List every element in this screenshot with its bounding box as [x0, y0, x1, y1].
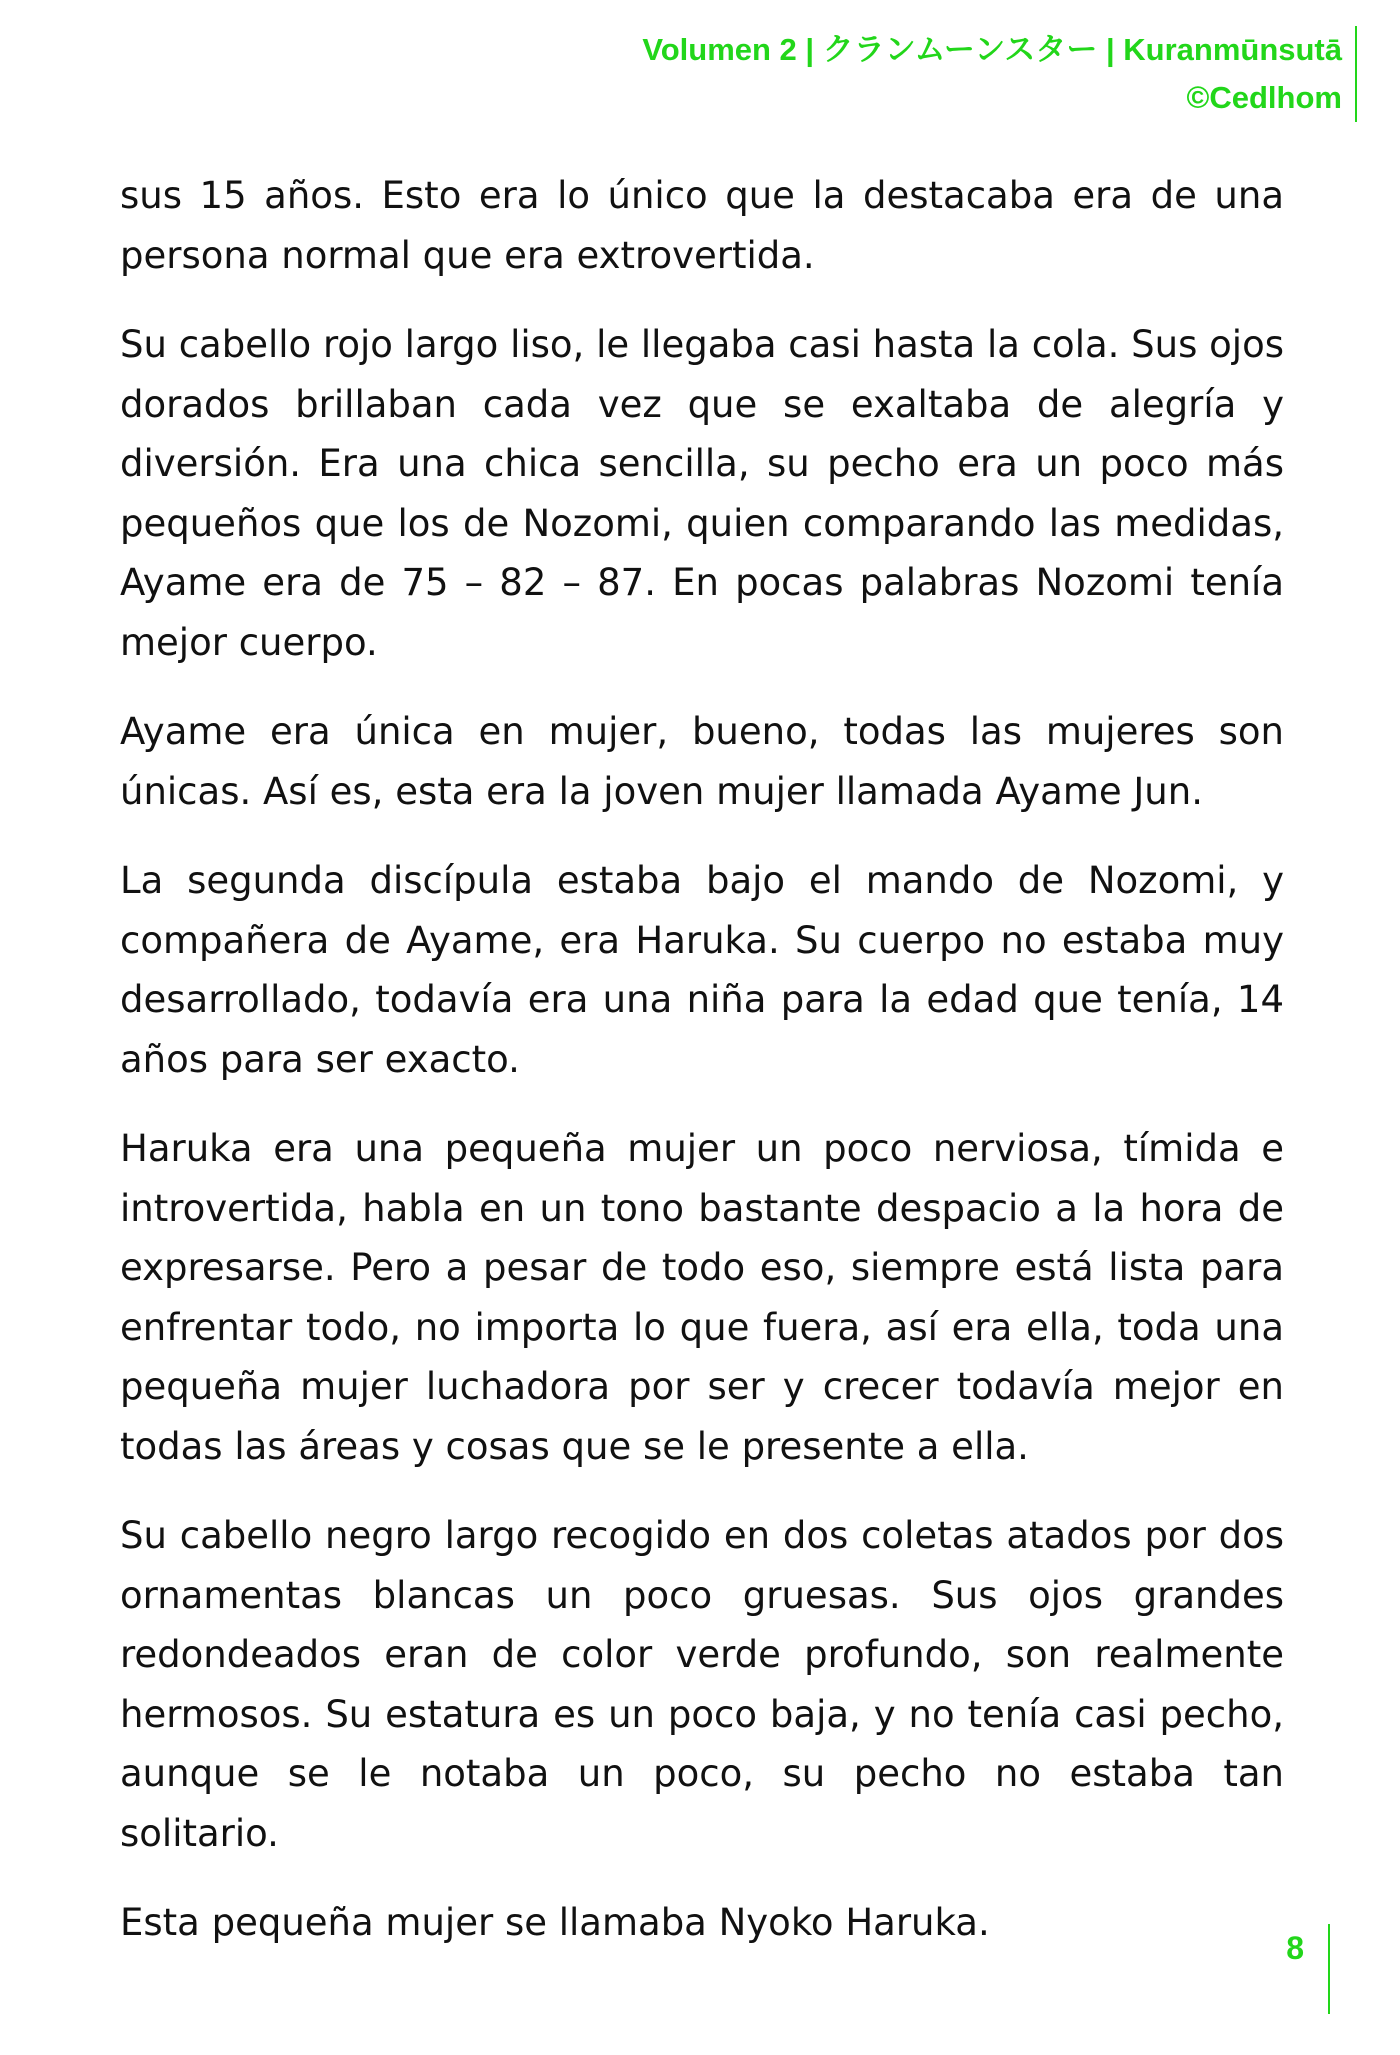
paragraph: Esta pequeña mujer se llamaba Nyoko Haruka. — [120, 1901, 990, 1944]
header-title: Volumen 2 | クランムーンスター | Kuranmūnsutā — [642, 32, 1342, 67]
header-copyright: ©Cedlhom — [1186, 80, 1342, 115]
footer-divider — [1328, 1924, 1330, 2014]
running-header — [642, 26, 1342, 122]
paragraph: sus 15 años. Esto era lo único que la destacaba era de una persona normal que era extrovertida. — [120, 174, 1284, 277]
paragraph: Su cabello negro largo recogido en dos coletas atados por dos ornamentas blancas un poco gruesas. Sus ojos grandes redondeados eran de color verde profundo, son realmente hermosos. Su estatura es un poco baja, y no tenía casi pecho, aunque se le notaba un poco, su pecho no estaba tan solitario. — [120, 1514, 1284, 1855]
body-text — [120, 166, 1284, 1983]
paragraph: La segunda discípula estaba bajo el mando de Nozomi, y compañera de Ayame, era Haruka. Su cuerpo no estaba muy desarrollado, todavía era una niña para la edad que tenía, 14 años para ser exacto. — [120, 859, 1284, 1081]
paragraph: Su cabello rojo largo liso, le llegaba casi hasta la cola. Sus ojos dorados brillaban cada vez que se exaltaba de alegría y diversión. Era una chica sencilla, su pecho era un poco más pequeños que los de Nozomi, quien comparando las medidas, Ayame era de 75 – 82 – 87. En pocas palabras Nozomi tenía mejor cuerpo. — [120, 323, 1284, 664]
paragraph: Ayame era única en mujer, bueno, todas las mujeres son únicas. Así es, esta era la joven mujer llamada Ayame Jun. — [120, 710, 1284, 813]
paragraph: Haruka era una pequeña mujer un poco nerviosa, tímida e introvertida, habla en un tono bastante despacio a la hora de expresarse. Pero a pesar de todo eso, siempre está lista para enfrentar todo, no importa lo que fuera, así era ella, toda una pequeña mujer luchadora por ser y crecer todavía mejor en todas las áreas y cosas que se le presente a ella. — [120, 1127, 1284, 1468]
page-number: 8 — [1286, 1930, 1304, 1966]
header-divider — [1355, 26, 1357, 122]
